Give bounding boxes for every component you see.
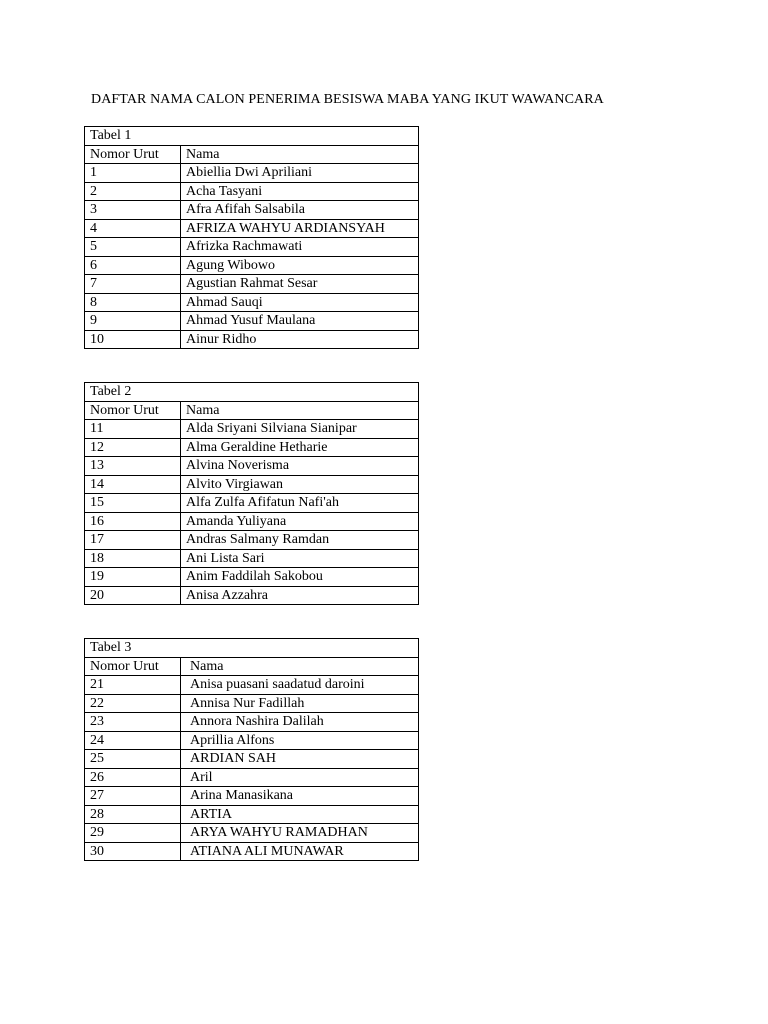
row-name: Acha Tasyani (181, 182, 419, 201)
row-name: Alvito Virgiawan (181, 475, 419, 494)
row-name: AFRIZA WAHYU ARDIANSYAH (181, 219, 419, 238)
table-row (85, 824, 419, 843)
row-number: 16 (85, 512, 181, 531)
table-row (85, 330, 419, 349)
row-number: 8 (85, 293, 181, 312)
row-name: Afra Afifah Salsabila (181, 201, 419, 220)
row-number: 11 (85, 420, 181, 439)
table-caption: Tabel 3 (85, 639, 419, 658)
table-row (85, 586, 419, 605)
table-row (85, 293, 419, 312)
table-row (85, 805, 419, 824)
row-number: 23 (85, 713, 181, 732)
row-name: Afrizka Rachmawati (181, 238, 419, 257)
table-header-row (85, 145, 419, 164)
row-name: Alvina Noverisma (181, 457, 419, 476)
name-table-2 (84, 382, 419, 605)
table-header-row (85, 657, 419, 676)
table-row (85, 713, 419, 732)
table-row (85, 750, 419, 769)
row-name: Alda Sriyani Silviana Sianipar (181, 420, 419, 439)
row-name: Andras Salmany Ramdan (181, 531, 419, 550)
row-number: 10 (85, 330, 181, 349)
row-number: 19 (85, 568, 181, 587)
table-row (85, 201, 419, 220)
header-nama: Nama (181, 657, 419, 676)
name-table-1 (84, 126, 419, 349)
row-name: Anisa puasani saadatud daroini (181, 676, 419, 695)
row-number: 30 (85, 842, 181, 861)
table-row (85, 457, 419, 476)
table-caption-row (85, 127, 419, 146)
row-number: 14 (85, 475, 181, 494)
row-number: 26 (85, 768, 181, 787)
row-name: Annora Nashira Dalilah (181, 713, 419, 732)
table-row (85, 238, 419, 257)
row-number: 12 (85, 438, 181, 457)
row-name: Anisa Azzahra (181, 586, 419, 605)
row-number: 18 (85, 549, 181, 568)
row-number: 27 (85, 787, 181, 806)
row-name: Anim Faddilah Sakobou (181, 568, 419, 587)
row-name: Ani Lista Sari (181, 549, 419, 568)
table-caption: Tabel 1 (85, 127, 419, 146)
row-number: 24 (85, 731, 181, 750)
row-name: Alfa Zulfa Afifatun Nafi'ah (181, 494, 419, 513)
table-row (85, 219, 419, 238)
table-row (85, 475, 419, 494)
name-table-3 (84, 638, 419, 861)
table-caption: Tabel 2 (85, 383, 419, 402)
table-row (85, 420, 419, 439)
table-row (85, 512, 419, 531)
table-row (85, 731, 419, 750)
row-name: ATIANA ALI MUNAWAR (181, 842, 419, 861)
row-number: 1 (85, 164, 181, 183)
row-number: 17 (85, 531, 181, 550)
table-caption-row (85, 639, 419, 658)
row-name: Aril (181, 768, 419, 787)
table-row (85, 676, 419, 695)
row-number: 2 (85, 182, 181, 201)
row-name: Agung Wibowo (181, 256, 419, 275)
header-nama: Nama (181, 145, 419, 164)
table-row (85, 182, 419, 201)
row-number: 3 (85, 201, 181, 220)
row-name: Alma Geraldine Hetharie (181, 438, 419, 457)
row-name: Aprillia Alfons (181, 731, 419, 750)
table-row (85, 438, 419, 457)
table-row (85, 694, 419, 713)
row-number: 7 (85, 275, 181, 294)
row-number: 15 (85, 494, 181, 513)
header-nomor-urut: Nomor Urut (85, 145, 181, 164)
row-name: Ahmad Yusuf Maulana (181, 312, 419, 331)
table-header-row (85, 401, 419, 420)
table-row (85, 549, 419, 568)
table-row (85, 531, 419, 550)
table-row (85, 164, 419, 183)
table-row (85, 312, 419, 331)
header-nama: Nama (181, 401, 419, 420)
row-number: 21 (85, 676, 181, 695)
row-name: ARYA WAHYU RAMADHAN (181, 824, 419, 843)
table-row (85, 275, 419, 294)
row-name: Annisa Nur Fadillah (181, 694, 419, 713)
table-row (85, 768, 419, 787)
row-number: 6 (85, 256, 181, 275)
row-number: 20 (85, 586, 181, 605)
row-number: 5 (85, 238, 181, 257)
row-number: 29 (85, 824, 181, 843)
row-number: 28 (85, 805, 181, 824)
table-row (85, 787, 419, 806)
row-name: ARTIA (181, 805, 419, 824)
row-number: 13 (85, 457, 181, 476)
table-row (85, 842, 419, 861)
row-name: Ainur Ridho (181, 330, 419, 349)
header-nomor-urut: Nomor Urut (85, 401, 181, 420)
table-row (85, 568, 419, 587)
row-name: Ahmad Sauqi (181, 293, 419, 312)
row-name: ARDIAN SAH (181, 750, 419, 769)
row-number: 22 (85, 694, 181, 713)
table-row (85, 256, 419, 275)
row-name: Arina Manasikana (181, 787, 419, 806)
header-nomor-urut: Nomor Urut (85, 657, 181, 676)
row-number: 4 (85, 219, 181, 238)
table-caption-row (85, 383, 419, 402)
document-title: DAFTAR NAMA CALON PENERIMA BESISWA MABA YANG IKUT WAWANCARA (91, 92, 604, 107)
table-row (85, 494, 419, 513)
row-name: Agustian Rahmat Sesar (181, 275, 419, 294)
row-number: 9 (85, 312, 181, 331)
row-number: 25 (85, 750, 181, 769)
row-name: Amanda Yuliyana (181, 512, 419, 531)
row-name: Abiellia Dwi Apriliani (181, 164, 419, 183)
